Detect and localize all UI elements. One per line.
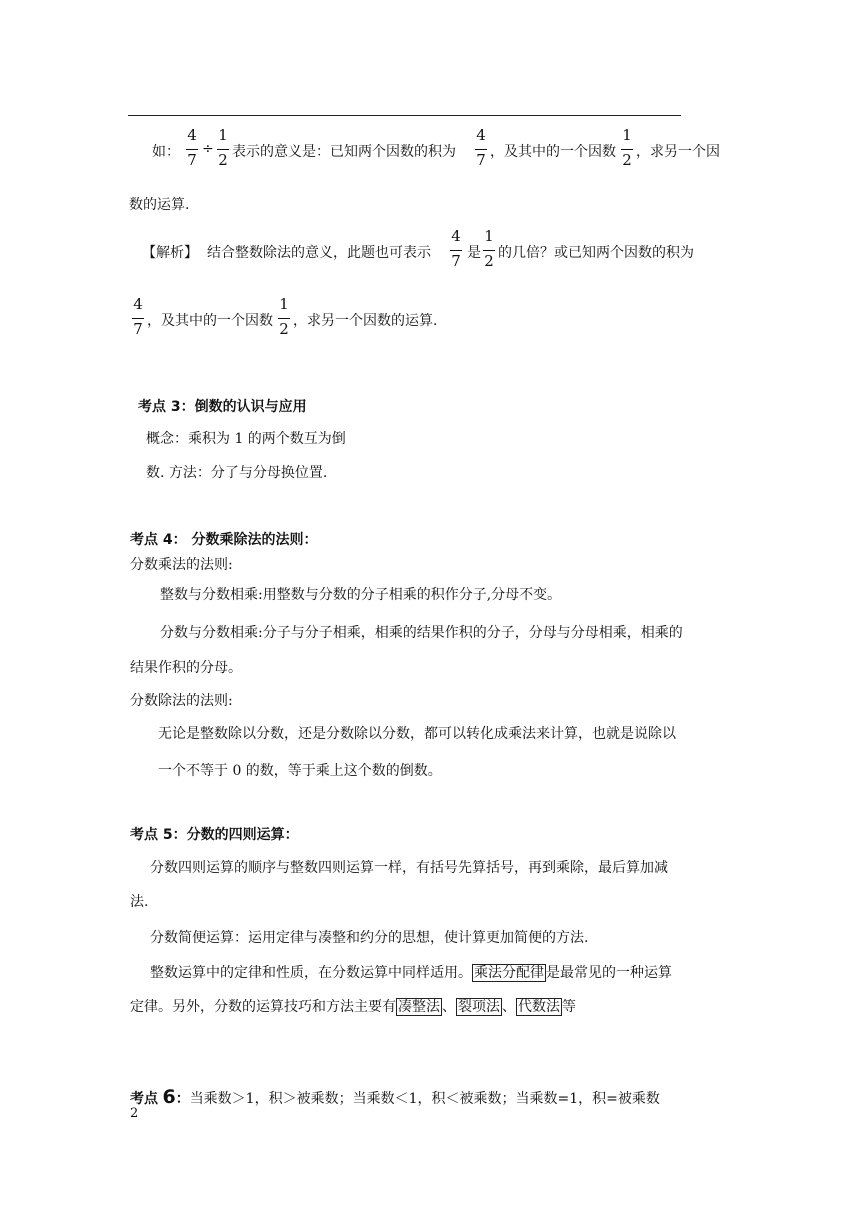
kp5-p4-post: 等 bbox=[562, 999, 576, 1015]
kp5-p3-pre: 整数运算中的定律和性质，在分数运算中同样适用。 bbox=[150, 965, 472, 981]
fraction-1-2: 1 2 bbox=[622, 126, 632, 169]
div-rule-line-1: 无论是整数除以分数，还是分数除以分数，都可以转化成乘法来计算，也就是说除以 bbox=[158, 726, 676, 742]
example-text-2: ，及其中的一个因数 bbox=[490, 144, 616, 160]
analysis-text-2: 是 bbox=[467, 245, 481, 261]
example-text-1: 表示的意义是：已知两个因数的积为 bbox=[232, 144, 456, 160]
kp3-method: 数. 方法：分了与分母换位置. bbox=[146, 465, 328, 481]
kp5-p3 bbox=[150, 962, 672, 982]
kp6-label: 考点 bbox=[130, 1091, 158, 1107]
kp5-p4-pre: 定律。另外，分数的运算技巧和方法主要有 bbox=[130, 999, 396, 1015]
rounding-method-box: 凑整法 bbox=[398, 999, 440, 1015]
fraction-4-7: 4 7 bbox=[476, 126, 486, 169]
analysis-text-4: ，及其中的一个因数 bbox=[147, 313, 273, 329]
analysis-text-3: 的几倍？或已知两个因数的积为 bbox=[498, 245, 694, 261]
algebra-method-box: 代数法 bbox=[518, 999, 560, 1015]
fraction-1-2: 1 2 bbox=[218, 126, 228, 169]
header-rule bbox=[128, 115, 681, 116]
fraction-4-7: 4 7 bbox=[451, 227, 461, 270]
division-sign: ÷ bbox=[202, 141, 214, 157]
kp5-p2: 分数简便运算：运用定律与凑整和约分的思想，使计算更加简便的方法. bbox=[150, 930, 589, 946]
kp3-heading: 考点 3：倒数的认识与应用 bbox=[138, 399, 307, 415]
example-prefix: 如： bbox=[152, 144, 180, 160]
distributive-law-box: 乘法分配律 bbox=[474, 965, 544, 981]
separator: 、 bbox=[502, 999, 516, 1015]
analysis-tag: 【解析】 bbox=[142, 245, 198, 261]
fraction-1-2: 1 2 bbox=[484, 227, 494, 270]
mult-rule-1: 整数与分数相乘:用整数与分数的分子相乘的积作分子,分母不变。 bbox=[160, 587, 562, 603]
kp6-number: 6 bbox=[162, 1086, 176, 1108]
analysis-text-1: 结合整数除法的意义，此题也可表示 bbox=[207, 245, 431, 261]
page-number: 2 bbox=[130, 1106, 139, 1121]
separator: 、 bbox=[442, 999, 456, 1015]
kp4-heading: 考点 4： 分数乘除法的法则： bbox=[130, 532, 318, 548]
example-line-2: 数的运算. bbox=[129, 197, 190, 213]
kp5-p3-post: 是最常见的一种运算 bbox=[546, 965, 672, 981]
fraction-1-2: 1 2 bbox=[279, 295, 289, 338]
kp3-concept: 概念：乘积为 1 的两个数互为倒 bbox=[146, 431, 346, 447]
kp5-p1-line-1: 分数四则运算的顺序与整数四则运算一样，有括号先算括号，再到乘除，最后算加减 bbox=[150, 860, 668, 876]
kp6-line bbox=[130, 1086, 660, 1108]
mult-title: 分数乘法的法则: bbox=[130, 557, 233, 573]
mult-rule-2-line-1: 分数与分数相乘:分子与分子相乘，相乘的结果作积的分子，分母与分母相乘，相乘的 bbox=[160, 625, 683, 641]
kp6-colon: ： bbox=[175, 1091, 190, 1107]
fraction-4-7: 4 7 bbox=[133, 295, 143, 338]
splitting-method-box: 裂项法 bbox=[458, 999, 500, 1015]
div-title: 分数除法的法则: bbox=[130, 693, 233, 709]
div-rule-line-2: 一个不等于 0 的数，等于乘上这个数的倒数。 bbox=[158, 763, 442, 779]
fraction-4-7: 4 7 bbox=[187, 126, 197, 169]
kp5-heading: 考点 5：分数的四则运算： bbox=[130, 827, 299, 843]
example-text-3: ，求另一个因 bbox=[636, 144, 720, 160]
mult-rule-2-line-2: 结果作积的分母。 bbox=[130, 660, 242, 676]
kp5-p4 bbox=[130, 996, 576, 1016]
analysis-text-5: ，求另一个因数的运算. bbox=[293, 313, 438, 329]
kp6-text: 当乘数＞1，积＞被乘数；当乘数＜1，积＜被乘数；当乘数=1，积=被乘数 bbox=[189, 1091, 660, 1107]
kp5-p1-line-2: 法. bbox=[130, 894, 149, 910]
